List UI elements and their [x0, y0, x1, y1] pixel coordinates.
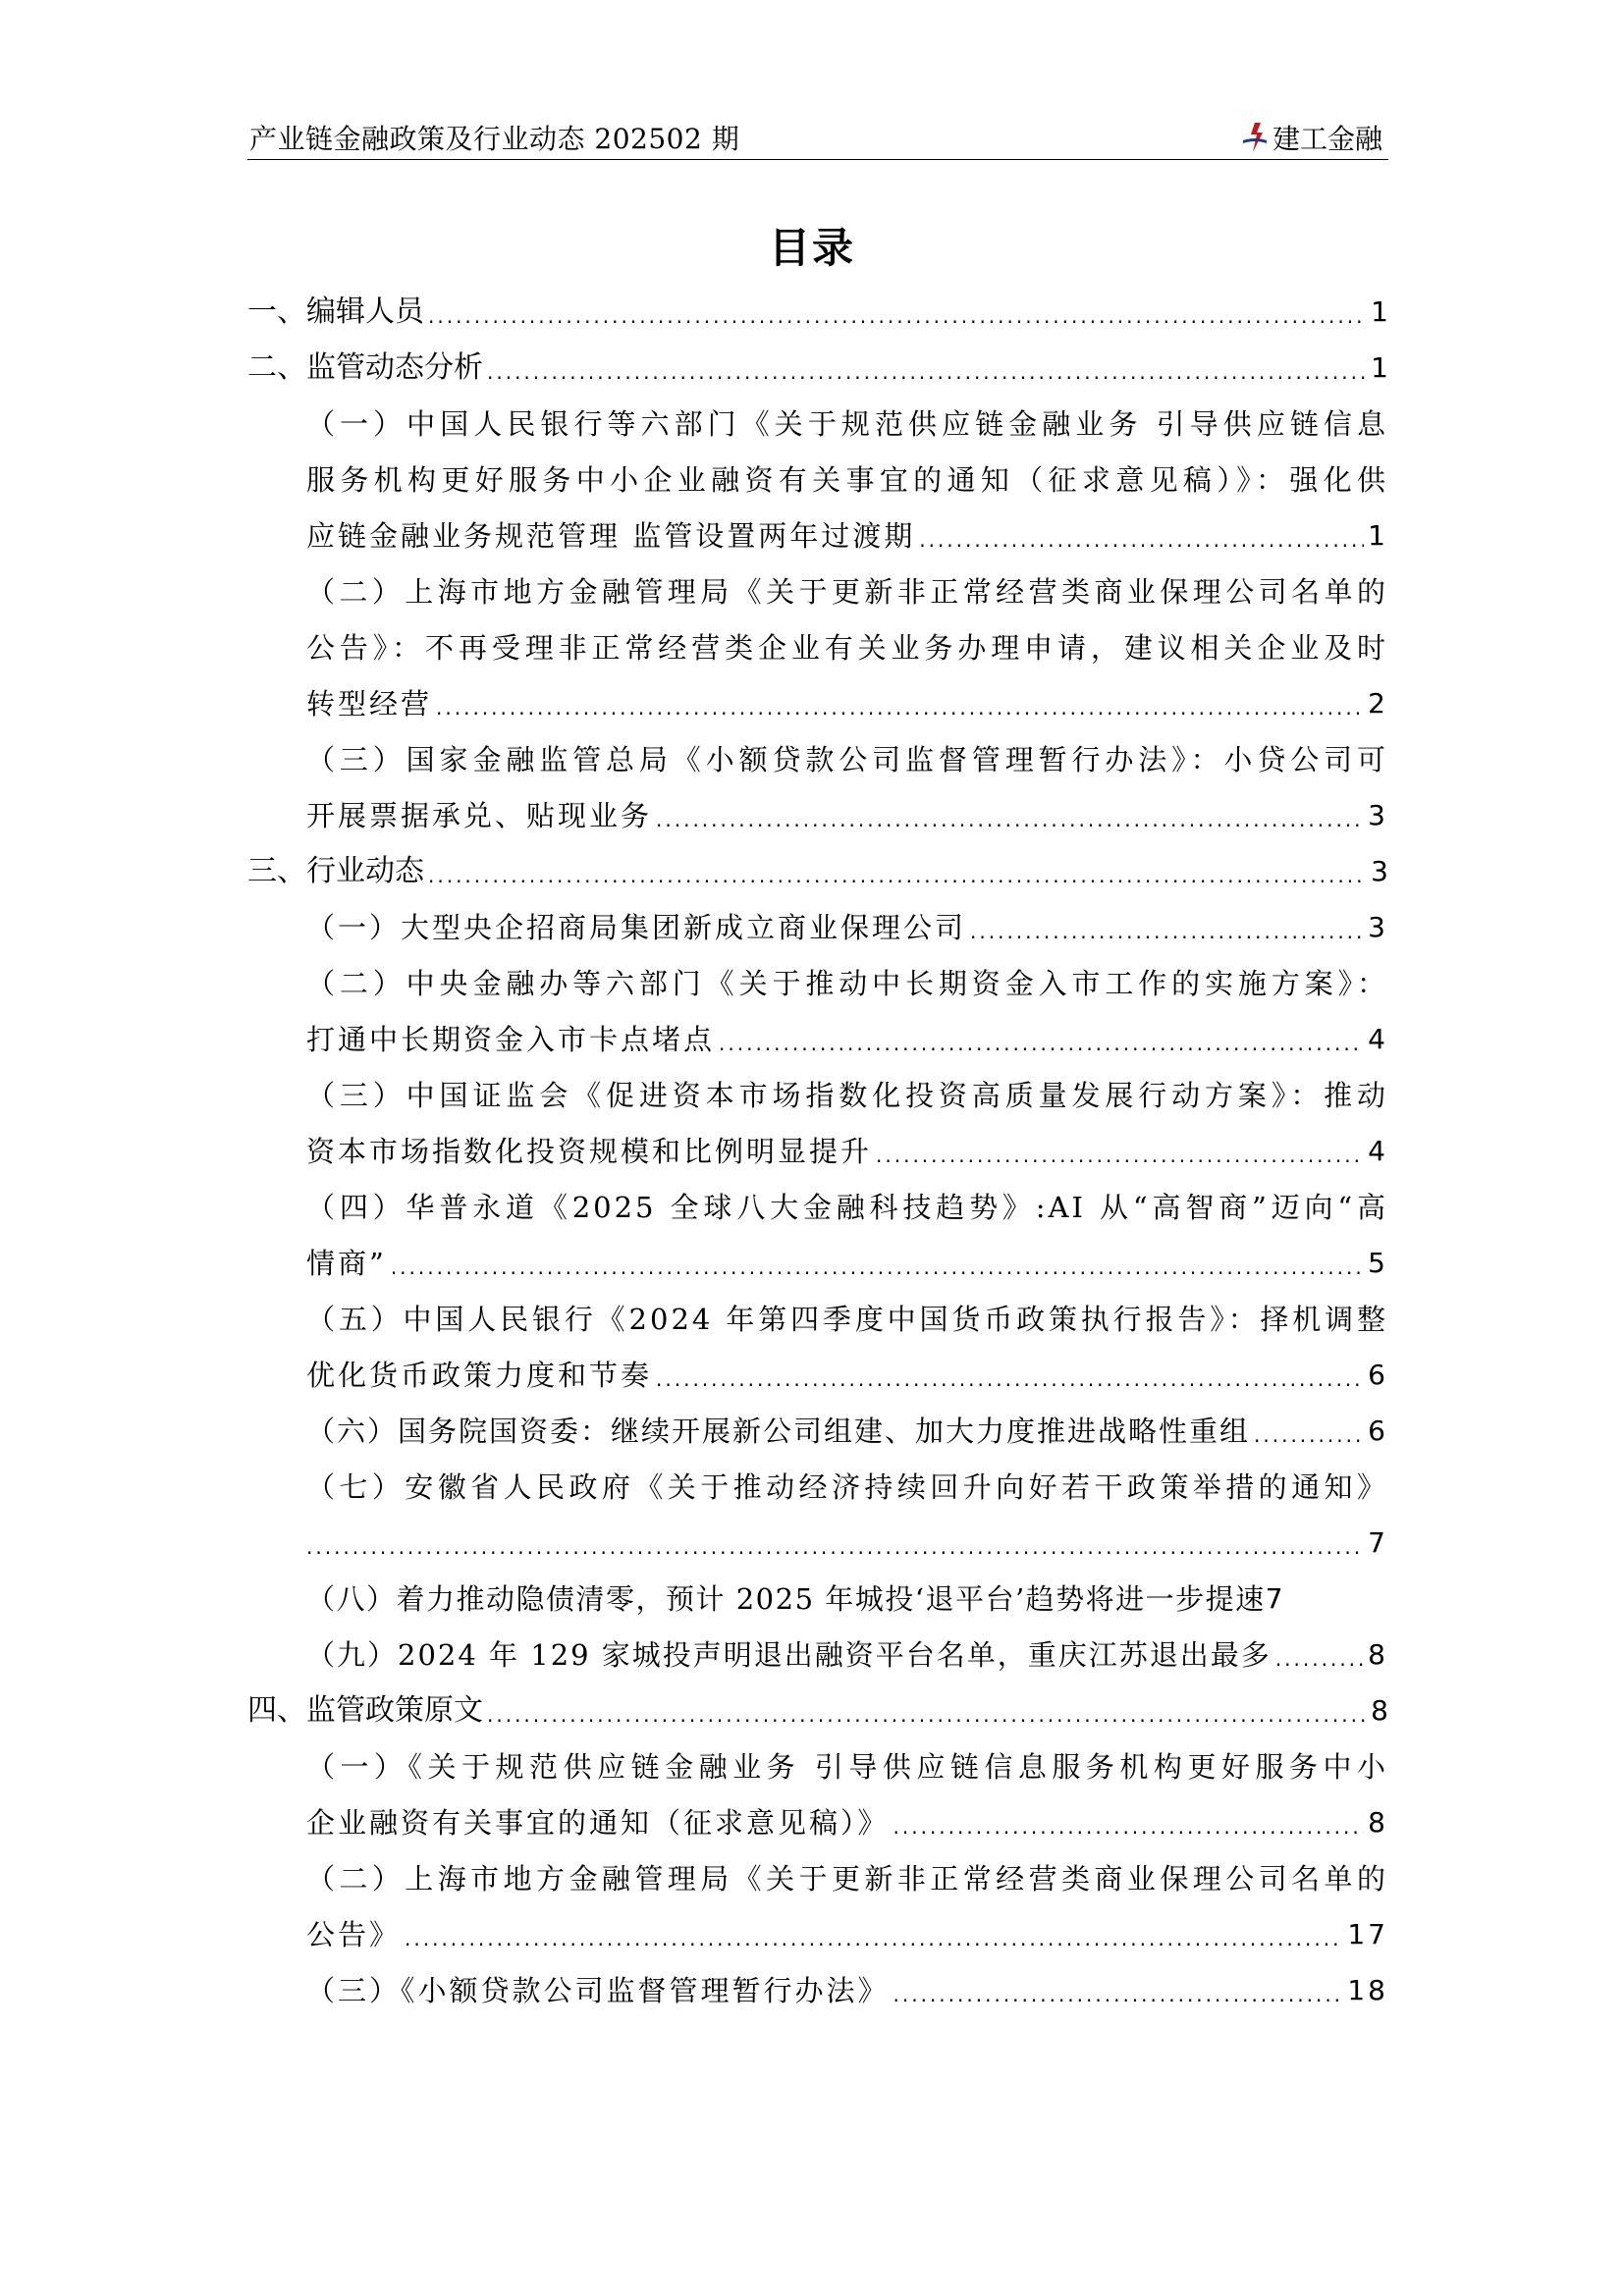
toc-page-number: 6: [1368, 1359, 1388, 1391]
toc-entry-text: （二）中央金融办等六部门《关于推动中长期资金入市工作的实施方案》：: [306, 967, 1388, 1000]
toc-page-number: 8: [1371, 1694, 1388, 1727]
toc-entry-2-3-line2[interactable]: [306, 792, 1388, 839]
toc-leader-dots: [876, 1136, 1364, 1175]
toc-page-number: 3: [1368, 911, 1388, 943]
toc-entry-3-3-line1[interactable]: [306, 1072, 1388, 1119]
toc-entry-2-1-line2[interactable]: [306, 456, 1388, 504]
page-header: [247, 114, 1388, 160]
toc-entry-3-8[interactable]: [306, 1575, 1388, 1623]
header-issue-title: 产业链金融政策及行业动态 202502 期: [249, 123, 740, 155]
toc-page-number: 5: [1368, 1247, 1388, 1279]
toc-entry-text: 情商”: [306, 1247, 387, 1280]
toc-entry-policy-texts[interactable]: [247, 1687, 1388, 1735]
toc-entry-text: （九）2024 年 129 家城投声明退出融资平台名单，重庆江苏退出最多: [306, 1638, 1272, 1672]
toc-entry-2-1-line3[interactable]: [306, 512, 1388, 560]
toc-entry-text: 服务机构更好服务中小企业融资有关事宜的通知（征求意见稿）》：强化供: [306, 463, 1388, 497]
toc-entry-text: 打通中长期资金入市卡点堵点: [306, 1023, 716, 1056]
brand-name: 建工金融: [1272, 123, 1382, 155]
toc-leader-dots: [487, 352, 1367, 392]
toc-title: 目录: [768, 224, 855, 272]
toc-entry-text: （三）国家金融监管总局《小额贷款公司监督管理暂行办法》：小贷公司可: [306, 743, 1388, 776]
toc-page-number: 17: [1347, 1918, 1388, 1950]
toc-entry-3-7-line2[interactable]: [306, 1520, 1388, 1567]
toc-leader-dots: [391, 1248, 1364, 1287]
toc-entry-text: 三、行业动态: [247, 854, 424, 888]
toc-entry-2-1-line1[interactable]: [306, 400, 1388, 448]
toc-entry-2-2-line2[interactable]: [306, 624, 1388, 671]
toc-leader-dots: [306, 1527, 1364, 1567]
toc-leader-dots: [893, 1975, 1344, 2014]
toc-entry-2-3-line1[interactable]: [306, 736, 1388, 783]
toc-entry-text: 开展票据承兑、贴现业务: [306, 799, 653, 832]
toc-page-number: 2: [1368, 687, 1388, 720]
toc-entry-3-2-line1[interactable]: [306, 960, 1388, 1007]
toc-entry-regulatory-analysis[interactable]: [247, 345, 1388, 392]
toc-entry-text: 应链金融业务规范管理 监管设置两年过渡期: [306, 519, 916, 553]
toc-entry-text: 企业融资有关事宜的通知（征求意见稿）》: [306, 1806, 890, 1840]
toc-entry-4-3[interactable]: [306, 1967, 1388, 2014]
toc-entry-text: （一）中国人民银行等六部门《关于规范供应链金融业务 引导供应链信息: [306, 407, 1388, 441]
toc-entry-3-7-line1[interactable]: [306, 1464, 1388, 1511]
toc-leader-dots: [970, 912, 1364, 951]
toc-entry-text: （一）《关于规范供应链金融业务 引导供应链信息服务机构更好服务中小: [306, 1750, 1388, 1784]
toc-page-number: 4: [1368, 1135, 1388, 1167]
toc-entry-3-5-line2[interactable]: [306, 1352, 1388, 1399]
toc-entry-4-2-line1[interactable]: [306, 1855, 1388, 1902]
toc-entry-3-5-line1[interactable]: [306, 1296, 1388, 1343]
toc-entry-text: 转型经营: [306, 687, 433, 721]
toc-page-number: 3: [1368, 799, 1388, 831]
toc-leader-dots: [719, 1024, 1364, 1063]
toc-entry-editors[interactable]: [247, 289, 1388, 336]
brand-logo-icon: [1241, 121, 1269, 154]
toc-entry-text: （八）着力推动隐债清零，预计 2025 年城投‘退平台’趋势将进一步提速: [306, 1582, 1266, 1616]
toc-entry-text: （五）中国人民银行《2024 年第四季度中国货币政策执行报告》：择机调整: [306, 1303, 1388, 1336]
toc-entry-text: 一、编辑人员: [247, 294, 424, 329]
toc-entry-text: 四、监管政策原文: [247, 1693, 483, 1728]
toc-entry-4-2-line2[interactable]: [306, 1911, 1388, 1958]
toc-page-number: 1: [1368, 519, 1388, 552]
toc-entry-text: （二）上海市地方金融管理局《关于更新非正常经营类商业保理公司名单的: [306, 575, 1388, 609]
toc-entry-text: 公告》：不再受理非正常经营类企业有关业务办理申请，建议相关企业及时: [306, 631, 1388, 665]
toc-entry-text: （三）中国证监会《促进资本市场指数化投资高质量发展行动方案》：推动: [306, 1079, 1388, 1112]
toc-entry-text: 优化货币政策力度和节奏: [306, 1359, 653, 1392]
toc-entry-3-1[interactable]: [306, 904, 1388, 951]
toc-page-number: 18: [1347, 1974, 1388, 2006]
toc-page-number: 6: [1368, 1415, 1388, 1447]
toc-entry-3-2-line2[interactable]: [306, 1016, 1388, 1063]
toc-leader-dots: [1275, 1639, 1364, 1679]
toc-leader-dots: [656, 800, 1364, 839]
toc-leader-dots: [428, 296, 1367, 336]
toc-page-number: 7: [1265, 1582, 1286, 1615]
toc-leader-dots: [656, 1360, 1364, 1399]
toc-entry-industry-news[interactable]: [247, 848, 1388, 895]
toc-entry-4-1-line1[interactable]: [306, 1743, 1388, 1790]
toc-leader-dots: [1254, 1415, 1364, 1455]
toc-leader-dots: [893, 1807, 1365, 1846]
toc-page-number: 8: [1368, 1638, 1388, 1671]
toc-leader-dots: [405, 1919, 1343, 1958]
toc-page-number: 1: [1371, 351, 1388, 384]
toc-entry-3-4-line2[interactable]: [306, 1240, 1388, 1287]
toc-entry-text: （七）安徽省人民政府《关于推动经济持续回升向好若干政策举措的通知》: [306, 1470, 1388, 1504]
toc-entry-text: （六）国务院国资委：继续开展新公司组建、加大力度推进战略性重组: [306, 1415, 1251, 1448]
toc-entry-4-1-line2[interactable]: [306, 1799, 1388, 1846]
toc-entry-text: 二、监管动态分析: [247, 350, 483, 385]
toc-entry-text: （四）华普永道《2025 全球八大金融科技趋势》:AI 从“高智商”迈向“高: [306, 1191, 1388, 1224]
toc-page-number: 7: [1368, 1526, 1388, 1559]
toc-leader-dots: [487, 1695, 1367, 1735]
toc-entry-text: （二）上海市地方金融管理局《关于更新非正常经营类商业保理公司名单的: [306, 1862, 1388, 1896]
toc-entry-3-4-line1[interactable]: [306, 1184, 1388, 1231]
toc-entry-3-6[interactable]: [306, 1408, 1388, 1455]
toc-page-number: 4: [1368, 1023, 1388, 1055]
toc-entry-text: 公告》: [306, 1918, 402, 1951]
toc-leader-dots: [428, 856, 1367, 895]
toc-page-number: 8: [1368, 1806, 1388, 1839]
toc-entry-2-2-line3[interactable]: [306, 680, 1388, 727]
toc-entry-text: （三）《小额贷款公司监督管理暂行办法》: [306, 1974, 890, 2007]
toc-entry-text: （一）大型央企招商局集团新成立商业保理公司: [306, 911, 967, 944]
toc-leader-dots: [436, 688, 1364, 727]
toc-page-number: 1: [1371, 295, 1388, 328]
toc-entry-text: 资本市场指数化投资规模和比例明显提升: [306, 1135, 873, 1168]
header-brand: [1241, 118, 1382, 157]
toc-page-number: 3: [1371, 855, 1388, 887]
toc-entry-3-3-line2[interactable]: [306, 1128, 1388, 1175]
toc-entry-2-2-line1[interactable]: [306, 568, 1388, 615]
toc-entry-3-9[interactable]: [306, 1631, 1388, 1679]
toc-leader-dots: [919, 520, 1364, 560]
